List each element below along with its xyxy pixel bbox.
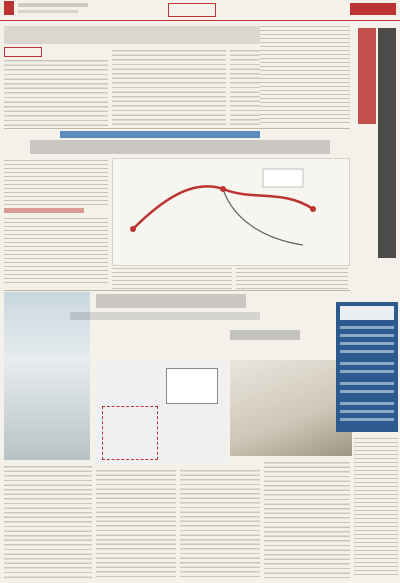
feature-column-3 bbox=[180, 468, 260, 578]
route-line bbox=[133, 186, 313, 229]
diagram-figure bbox=[96, 360, 226, 464]
ad-text-line bbox=[340, 418, 394, 421]
station-marker bbox=[220, 186, 226, 192]
ad-text-line bbox=[340, 342, 394, 345]
diagram-inset bbox=[166, 368, 218, 404]
route-map-graphic bbox=[113, 159, 349, 265]
vertical-headline-block bbox=[354, 24, 398, 294]
top-story-column-1 bbox=[4, 58, 108, 126]
ad-text-line bbox=[340, 350, 394, 353]
lead-story-headline bbox=[30, 140, 330, 154]
ad-text-line bbox=[340, 410, 394, 413]
lead-story-crosshead bbox=[4, 208, 84, 213]
feature-subhead bbox=[70, 312, 260, 320]
section-label bbox=[168, 3, 216, 17]
ad-text-line bbox=[340, 370, 394, 373]
lead-story-column-1 bbox=[4, 158, 108, 206]
divider bbox=[4, 290, 350, 291]
station-marker bbox=[310, 206, 316, 212]
station-marker bbox=[130, 226, 136, 232]
ad-text-line bbox=[340, 334, 394, 337]
page-number-badge bbox=[4, 1, 14, 15]
date-line bbox=[18, 3, 88, 7]
right-column-body bbox=[354, 436, 398, 578]
feature-column-1 bbox=[4, 464, 92, 578]
ad-title bbox=[340, 306, 394, 320]
map-caption bbox=[112, 266, 232, 290]
feature-column-2 bbox=[96, 468, 176, 578]
top-story-column-2 bbox=[112, 48, 226, 126]
masthead bbox=[0, 0, 400, 21]
branch-line bbox=[223, 189, 303, 245]
issue-line bbox=[18, 10, 78, 13]
feature-headline bbox=[96, 294, 246, 308]
paper-logo bbox=[350, 3, 396, 15]
ad-text-line bbox=[340, 390, 394, 393]
diagram-title bbox=[230, 330, 300, 340]
loom-photo bbox=[230, 360, 352, 456]
ad-text-line bbox=[340, 326, 394, 329]
lead-story-subhead bbox=[60, 131, 260, 138]
top-story-kicker bbox=[4, 47, 42, 57]
ad-text-line bbox=[340, 382, 394, 385]
vertical-story-body bbox=[260, 24, 350, 126]
lead-story-column-2 bbox=[4, 216, 108, 286]
rail-route-map bbox=[112, 158, 350, 266]
vertical-headline-dark bbox=[378, 28, 396, 258]
feature-column-4 bbox=[264, 460, 350, 578]
advertisement-block bbox=[336, 302, 398, 432]
ad-text-line bbox=[340, 362, 394, 365]
map-legend bbox=[263, 169, 303, 187]
ad-text-line bbox=[340, 402, 394, 405]
lead-story-column-3 bbox=[236, 266, 348, 290]
divider bbox=[4, 128, 350, 129]
vertical-headline-red bbox=[358, 28, 376, 124]
diagram-callout bbox=[102, 406, 158, 460]
